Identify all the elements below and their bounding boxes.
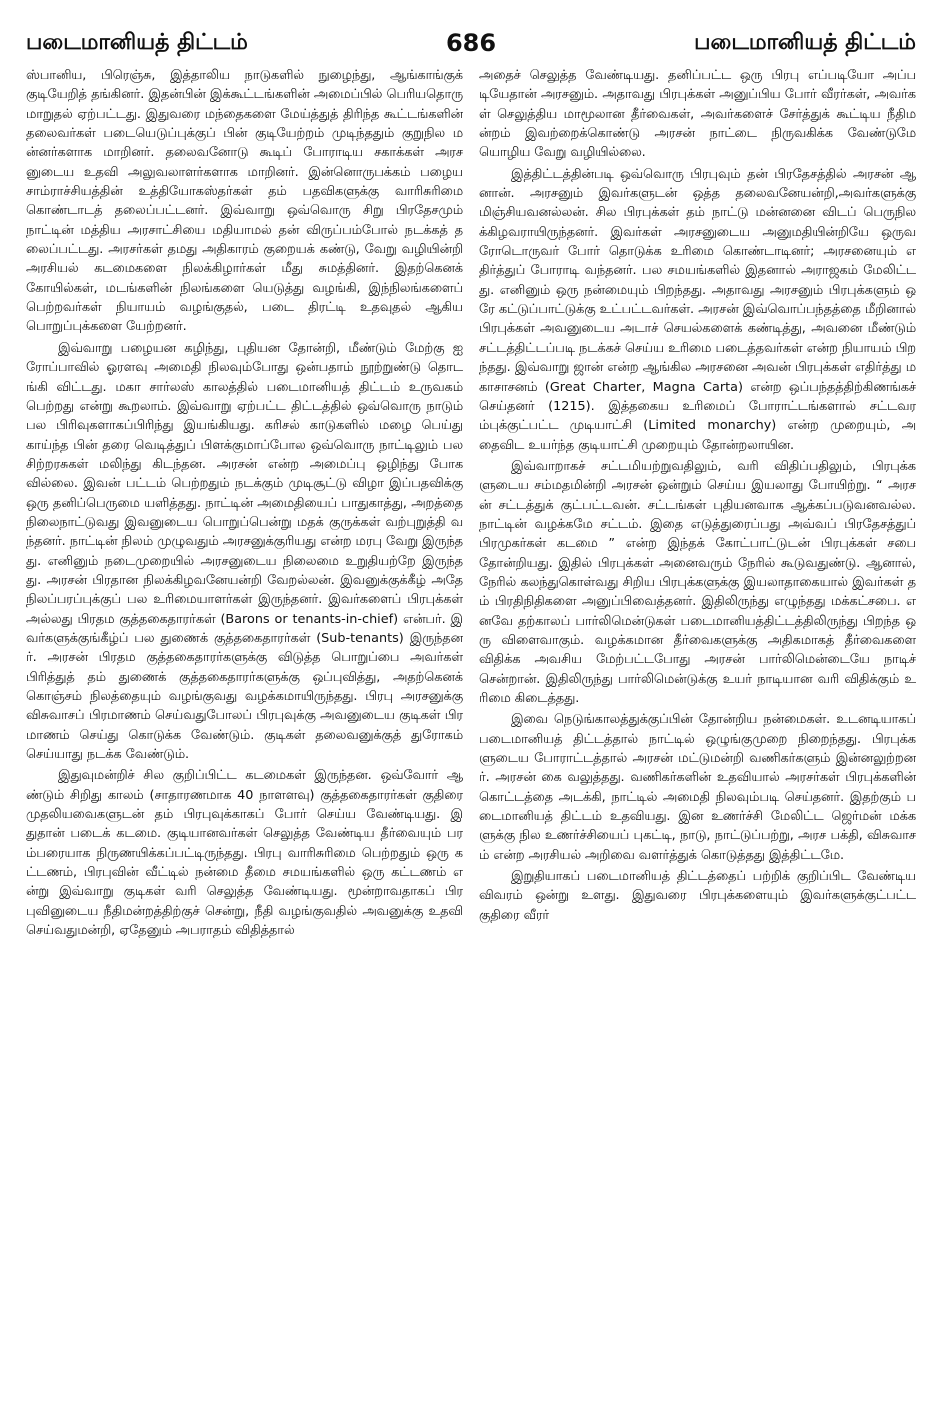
left-column	[26, 66, 463, 1418]
running-title-left: படைமானியத் திட்டம்	[26, 30, 248, 55]
paragraph: இவ்வாறு பழையன கழிந்து, புதியன தோன்றி, மீண்டும் மேற்கு ஐரோப்பாவில் ஓரளவு அமைதி நிலவும்போது ஒன்பதாம் நூற்றுண்டு தொடங்கி விட்டது. மகா சார்லஸ் காலத்தில் படைமானியத் திட்டம் உருவகம் பெற்றது என்று கூறலாம். இவ்வாறு ஏற்பட்ட திட்டத்தில் ஒவ்வொரு நாடும் பல பிரிவுகளாகப்பிரிந்து இயங்கியது. கரிசல் காடுகளில் மழை பெய்து காய்ந்த பின் தரை வெடித்துப் பிளக்குமாப்போல ஒவ்வொரு நாட்டிலும் பல சிற்றரசுகள் மலிந்து கிடந்தன. அரசன் என்ற அமைப்பு ஒழிந்து போகவில்லை. இவன் பட்டம் பெற்றதும் நடக்கும் முடிசூட்டு விழா இப்பதவிக்கு ஒரு தனிப்பெருமை யளித்தது. நாட்டின் அமைதியைப் பாதுகாத்து, அறத்தை நிலைநாட்டுவது இவனுடைய பொறுப்பென்று மதக் குருக்கள் வற்புறுத்தி வந்தனர். நாட்டின் நிலம் முழுவதும் அரசனுக்குரியது என்ற மரபு வேறு இருந்தது. எனினும் நடைமுறையில் அரசனுடைய நிலைமை உறுதியற்றே இருந்தது. அரசன் பிரதான நிலக்கிழவனேயன்றி வேறல்லன். இவனுக்குக்கீழ் அதே நிலப்பரப்புக்குப் பல உரிமையாளர்கள் இருந்தனர். இவர்களைப் பிரபுக்கள் அல்லது பிரதம குத்தகைதாரர்கள் (Barons or tenants-in-chief) என்பர். இவர்களுக்குங்கீழ்ப் பல துணைக் குத்தகைதாரர்கள் (Sub-tenants) இருந்தனர். அரசன் பிரதம குத்தகைதாரர்களுக்கு விடுத்த பொறுப்பை அவர்கள் பிரித்துத் தம் துணைக் குத்தகைதாரர்களுக்கு ஒப்புவித்து, அதற்கெனக் கொஞ்சம் நிலத்தையும் வழங்குவது வழக்கமாயிருந்தது. பிரபு அரசனுக்கு விசுவாசப் பிரமாணம் செய்வதுபோலப் பிரபுவுக்கு அவனுடைய குடிகள் பிரமாணம் செய்து கொடுக்க வேண்டும். குடிகள் தலைவனுக்குத் துரோகம் செய்யாது நடக்க வேண்டும்.	[26, 340, 463, 763]
right-column	[479, 66, 916, 1418]
paragraph: இத்திட்டத்தின்படி ஒவ்வொரு பிரபுவும் தன் பிரதேசத்தில் அரசன் ஆனான். அரசனும் இவர்களுடன் ஒத்த தலைவனேயன்றி,அவர்களுக்கு மிஞ்சியவனல்லன். சில பிரபுக்கள் தம் நாட்டு மன்னனை விடப் பெருநிலக்கிழவராயிருந்தனர். இவர்கள் அரசனுடைய அனுமதியின்றியே ஒருவரோடொருவர் போர் தொடுக்க உரிமை கொண்டாடினர்; அரசனையும் எதிர்த்துப் போராடி வந்தனர். பல சமயங்களில் இதனால் அராஜகம் மேலிட்டது. எனினும் ஒரு நன்மையும் பிறந்தது. அதாவது அரசனும் பிரபுக்களும் ஒரே கட்டுப்பாட்டுக்கு உட்பட்டவர்கள். அரசன் இவ்வொப்பந்தத்தை மீறினால் பிரபுக்கள் அவனுடைய அடாச் செயல்களைக் கண்டித்து, அவனை மீண்டும் சட்டத்திட்டப்படி நடக்கச் செய்ய உரிமை படைத்தவர்கள் என்ற நியாயம் பிறந்தது. இவ்வாறு ஜான் என்ற ஆங்கில அரசனை அவன் பிரபுக்கள் எதிர்த்து மகாசாசனம் (Great Charter, Magna Carta) என்ற ஒப்பந்தத்திற்கிணங்கச் செய்தனர் (1215). இத்தகைய உரிமைப் போராட்டங்களால் சட்டவரம்புக்குட்பட்ட முடியாட்சி (Limited monarchy) என்ற முறையும், அதைவிட உயர்ந்த குடியாட்சி முறையும் தோன்றலாயின.	[479, 166, 916, 453]
page-number: 686	[445, 29, 497, 57]
page-header	[26, 22, 916, 56]
paragraph: இதுவுமன்றிச் சில குறிப்பிட்ட கடமைகள் இருந்தன. ஒவ்வோர் ஆண்டும் சிறிது காலம் (சாதாரணமாக 40 நாளளவு) குத்தகைதாரர்கள் குதிரை முதலியவைகளுடன் தம் பிரபுவுக்காகப் போர் செய்ய வேண்டியது. இதுதான் படைக் கடமை. குடியானவர்கள் செலுத்த வேண்டிய தீர்வையும் பரம்பரையாக நிருணயிக்கப்பட்டிருந்தது. பிரபு வாரிசுரிமை பெற்றதும் ஒரு கட்டணம், பிரபுவின் வீட்டில் நன்மை தீமை சமயங்களில் ஒரு கட்டணம் என்று இவ்வாறு குடிகள் வரி செலுத்த வேண்டியது. மூன்றாவதாகப் பிரபுவினுடைய நீதிமன்றத்திற்குச் சென்று, நீதி வழங்குவதில் அவனுக்கு உதவி செய்வதுமன்றி, ஏதேனும் அபராதம் விதித்தால்	[26, 768, 463, 939]
paragraph: ஸ்பானிய, பிரெஞ்சு, இத்தாலிய நாடுகளில் நுழைந்து, ஆங்காங்குக் குடியேறித் தங்கினர். இதன்பின் இக்கூட்டங்களின் அமைப்பில் பெரியதொரு மாறுதல் ஏற்பட்டது. இதுவரை மந்தைகளை மேய்த்துத் திரிந்த கூட்டங்களின் தலைவர்கள் படையெடுப்புக்குப் பின் குடியேற்றம் முடிந்ததும் குறுநில மன்னர்களாக மாறினர். தலைவனோடு கூடிப் போராடிய சகாக்கள் அரசனுடைய உதவி அலுவலாளர்களாக மாறினர். இன்னொருபக்கம் பழைய சாம்ராச்சியத்தின் உத்தியோகஸ்தர்கள் தம் பதவிகளுக்கு வாரிசுரிமை கொண்டாடத் தலைப்பட்டனர். இவ்வாறு ஒவ்வொரு சிறு பிரதேசமும் நாட்டின் மத்திய அரசாட்சியை மதியாமல் தன் விருப்பம்போல் நடக்கத் தலைப்பட்டது. அரசர்கள் தமது அதிகாரம் குறையக் கண்டு, வேறு வழியின்றி அரசியல் கடமைகளை நிலக்கிழார்கள் மீது சுமத்தினர். இதற்கெனக் கோயில்கள், மடங்களின் நிலங்களை யெடுத்து வழங்கி, இந்நிலங்களைப் பெற்றவர்கள் நியாயம் வழங்குதல், படை திரட்டி உதவுதல் ஆகிய பொறுப்புக்களை யேற்றனர்.	[26, 68, 463, 335]
paragraph: இவை நெடுங்காலத்துக்குப்பின் தோன்றிய நன்மைகள். உடனடியாகப் படைமானியத் திட்டத்தால் நாட்டில் ஒழுங்குமுறை நிறைந்தது. பிரபுக்களுடைய போராட்டத்தால் அரசன் மட்டுமன்றி வணிகர்களும் இன்னலுற்றனர். அரசன் கை வலுத்தது. வணிகர்களின் உதவியால் அரசர்கள் பிரபுக்களின் கொட்டத்தை அடக்கி, நாட்டில் அமைதி நிலவும்படி செய்தனர். இதற்கும் படைமானியத் திட்டம் உதவியது. இன உணர்ச்சி மேலிட்ட ஜெர்மன் மக்களுக்கு நில உணர்ச்சியைப் புகட்டி, நாடு, நாட்டுப்பற்று, அரச பக்தி, விசுவாசம் என்ற அரசியல் அறிவை வளர்த்துக் கொடுத்தது இத்திட்டமே.	[479, 712, 916, 863]
paragraph: இவ்வாறாகச் சட்டமியற்றுவதிலும், வரி விதிப்பதிலும், பிரபுக்களுடைய சம்மதமின்றி அரசன் ஒன்றும் செய்ய இயலாது போயிற்று. “ அரசன் சட்டத்துக் குட்பட்டவன். சட்டங்கள் புதியனவாக ஆக்கப்படுவனவல்ல. நாட்டின் வழக்கமே சட்டம். இதை எடுத்துரைப்பது அவ்வப் பிரதேசத்துப் பிரமுகர்கள் கடமை ” என்ற இந்தக் கோட்பாட்டுடன் பிரபுக்கள் சபை தோன்றியது. இதில் பிரபுக்கள் அனைவரும் நேரில் கூடுவதுண்டு. ஆனால், நேரில் கலந்துகொள்வது சிறிய பிரபுக்களுக்கு இயலாதாகையால் இவர்கள் தம் பிரதிநிதிகளை அனுப்பிவைத்தனர். இதிலிருந்து எழுந்தது மக்கட்சபை. எனவே தற்காலப் பார்லிமென்டுகள் படைமானியத்திட்டத்திலிருந்து பிறந்த ஒரு விளைவாகும். வழக்கமான தீர்வைகளுக்கு அதிகமாகத் தீர்வைகளை விதிக்க அவசிய மேற்பட்டபோது அரசன் பார்லிமென்டையே நாடிச் சென்றான். இதிலிருந்து பார்லிமென்டுக்கு உயர் நாடியான வரி விதிக்கும் உரிமை கிடைத்தது.	[479, 458, 916, 706]
paragraph: இறுதியாகப் படைமானியத் திட்டத்தைப் பற்றிக் குறிப்பிட வேண்டிய விவரம் ஒன்று உளது. இதுவரை பிரபுக்களையும் இவர்களுக்குட்பட்ட குதிரை வீரர்	[479, 869, 916, 923]
text-columns	[26, 66, 916, 1418]
paragraph: அதைச் செலுத்த வேண்டியது. தனிப்பட்ட ஒரு பிரபு எப்படியோ அப்படியேதான் அரசனும். அதாவது பிரபுக்கள் அனுப்பிய போர் வீரர்கள், அவர்கள் செலுத்திய மாமூலான தீர்வைகள், அவர்களைச் சேர்த்துக் கூட்டிய நீதிமன்றம் இவற்றைக்கொண்டு அரசன் நாட்டை நிருவகிக்க வேண்டுமே யொழிய வேறு வழியில்லை.	[479, 68, 916, 161]
running-title-right: படைமானியத் திட்டம்	[694, 30, 916, 55]
